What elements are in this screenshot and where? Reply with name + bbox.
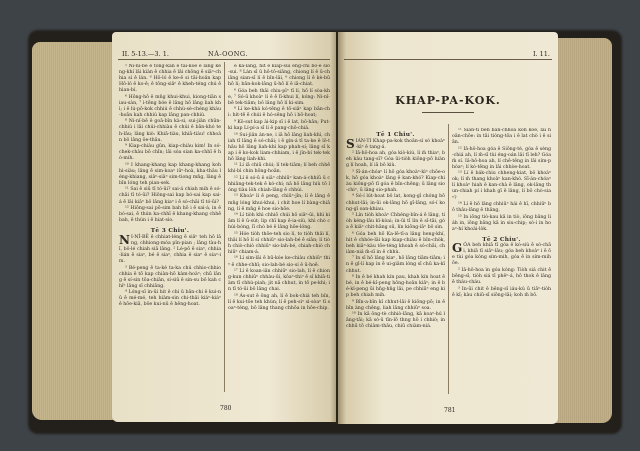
right-column-1 [346, 128, 445, 404]
verse-paragraph: ⁷ In sī hō lâng kiaⁿ, hō lâng tiām-tiām; in ê gī-lí kap in ê ui-giâm lóng sī chū ka-kī chhut. [346, 256, 445, 274]
right-column-divider [448, 124, 449, 394]
left-column-2 [228, 64, 330, 404]
left-col2-verses [228, 64, 330, 312]
verse-paragraph: ⁸ Lí ke-khá kó-tēng ê tō-siâⁿ kap bān-chi: hit-tē ê chúi ê hó-sêng hō i bō-hoat; [228, 107, 330, 119]
book-gutter [330, 32, 346, 424]
verse-paragraph: ⁴ Só-í lu̍t-hoat bô lat, kong-gī chóng bô chhut-lâi; in-ūi ok-lâng hō gī-lâng, só-í kong-gī oan-khiau. [346, 194, 445, 212]
left-column-1 [119, 64, 221, 404]
verse-paragraph: ¹² Hiông-sai pō-sim bah hō i ê sai-á, in ê bó-sai, ē thún ka-chhī ê khang-khang chhē bah, ē thún i ê hiat-sìo. [119, 206, 221, 224]
book-title: KHAP-PA-KOK. [395, 94, 501, 107]
verse-paragraph: ¹¹ Siàn-tì beh bàn-chhoa koh kòe, lâi hoān-chōe: in tāi tióng-tōa i ê lat chò i ê siān. [452, 128, 551, 146]
verse-paragraph: ⁶ Góa beh thâi chiu-pîⁿ tī lí, hō lí sòa-khe, ⁷ Só-ū khoàⁿ lí ê ē lī-khui lí, kóng: Ni-nî-bē tek-tiâm; bô lâng hō lí ki-sim. [228, 88, 330, 106]
verse-paragraph: ¹⁰ Sui-jiân án-ne, i iā hō lâng liah-khì, chiah tī lâng ê só-chāi; i ê gín-á tī ta-ke ê lō-thâu hō lâng liah-khì kap phah-sí; lâng sī kap i ê ko-kok liam-chhiam, i ê jîn-bí tek-tek hō lâng liah-khì. [228, 132, 330, 162]
verse-paragraph: ³ Sī-án-chóaⁿ lí hō góa khoàⁿ-kìⁿ chōe-ok, hō góa khoàⁿ lâng ê kan-khó? Kiap-chiàu kiông-pō tī góa ê bīn-chêng; ū lâng sio-chiⁿ, ū lâng sio-phah. [346, 169, 445, 193]
verse-paragraph: NI-NÎ-BĒ ê chhiat-léng ê siâⁿ teh hō lâng, chhiong-móa pîn-pian ; lâng tàu-hī, bô-lé chiah siā lâng. ² Lé-pō ê siaⁿ, chhia-lián ê siaⁿ, bé ê siaⁿ, chhia ê siaⁿ ê siaⁿ-im. [119, 232, 221, 264]
book-title-rule [422, 112, 474, 113]
right-page [338, 32, 558, 424]
verse-paragraph: ⁹ Kiap-chiàu gûn, kiap-chiàu kim! In só-chek-chàu bô chīn; lâi sóa sian ka-chhī ê hó-mih. [119, 144, 221, 162]
left-chapter-heading: Tē 3 Chiu'. [150, 228, 190, 235]
right-running-head-ref: I. 11. [532, 50, 550, 58]
verse-paragraph: ¹² Iâ-hô-hoa góa ê Siōng-tè, góa ê sèng-chiá ah, lí m̄-sī tùi éng-oán lâi tī leh? Góa m̄ sí. Iâ-hô-hoa ah, lí chē-tēng in lâi sím-phòaⁿ; lí kó-tēng in lâi chhòe-hoat. [452, 146, 551, 170]
verse-paragraph: ¹⁷ Lí ê koan-iân chhiūⁿ sio-lah, lí ê chiong-kun chhiūⁿ chhàu-ūi, kôaⁿ-thiⁿ ê sî khiā-tiàm tī chhù-piah; jit nā chhut, in tō pe-khì; in tī tó-ūi bô lâng chai. [228, 269, 330, 293]
right-page-number: 781 [444, 407, 456, 414]
verse-paragraph: ¹⁰ I khang-khang kap khang-khang koh hì-siàu; lâng ê sim-koaⁿ iûⁿ-hoà, kha-thâu léng-khiang, siâⁿ-siâⁿ sim-tiong mn̄g, lâng ê bīn lóng teh pian-sek. [119, 162, 221, 186]
right-page-edges [550, 38, 612, 423]
verse-paragraph: ¹⁴ Lí tiòh khì chhiō chúi hō siâⁿ-ūi, khì kiâm lí ê ū-sút; lip chī kap ê-ia-siù, khì chò chúi-bóng, lī chò bé ê lâng hōe-lóng. [228, 213, 330, 231]
right-col2-verses-after [452, 243, 551, 298]
left-column-divider [224, 62, 225, 392]
left-col1-verses-after [119, 232, 221, 309]
verse-paragraph: SIÁN-TI Khap-pa-kok thoân-sí só khoàⁿ-kìⁿ ê tang-á. [346, 136, 445, 151]
verse-paragraph: ⁹ Kô-sut kap ài-kip sī i ê lat, bô-hān; Put-ki kap Lí-pí-a sī lí ê pang-chō-chiá. [228, 119, 330, 131]
verse-paragraph: ⁶ Góa beh hō Ka-lē-tī-a lâng heng-khí, hit ê chhóe-lâi kap kiap-chiàu ê bîn-chòk, beh kiâⁿ-kàu tōe-téng khoah ê só-chāi, chiàm-niá m̄-sī in ê chhù. [346, 231, 445, 255]
verse-paragraph: ¹² Lí ê só-ū ê siâⁿ chhiūⁿ kan-á-chhiū ū chhiâng-tek-tek ê kó-chí; nā hō lâng hiù tō lóng tiàu lo̍h chiah-lâng ê chhùi. [228, 175, 330, 193]
left-col1-verses-before [119, 64, 221, 224]
verse-paragraph: ¹⁰ In kā ông-tè chhiò-lāng, kā koaⁿ-hú lāng-tāi; kā só-ū tīn-lō thng hō i chhiò; in chhū tō chiàm-thâu, chiū chiàm-niá. [346, 312, 445, 330]
left-page-number: 780 [220, 405, 232, 412]
verse-paragraph: ⁹ Bîn-a-bîn kî chhut-lâi ê kiông-pō; in ê bīn àng chêng, liah lâng chhiūⁿ soa. [346, 299, 445, 311]
verse-paragraph: ¹⁵ In iōng tiò-kau kā in tiò, iōng bāng lia̍h in, iōng bāng kā in siu-chip; só-í in hoaⁿ-hí khoài-lo̍k. [452, 214, 551, 232]
verse-paragraph: ¹⁵ Hóe tiòh thōe-teh sio lí, to tiòh thâi lí, thâi lí hō lí sí chhiūⁿ sio-lah-bé ê siān; lí tiòh chiò-chiò chhiūⁿ sio-lah-bé, chiah-chiò chhiūⁿ chiam-á. [228, 231, 330, 255]
verse-paragraph: ⁴ Lóng-sī in-ūi hit ê chi ū bān-chi ê kui-nû ê mé-mé, teh hiàm-sìn chi-thâi kiáⁿ-kiáⁿ ê hōe-kiā, bōe kui-nû ê hêng-hoat. [119, 290, 221, 308]
right-column-2 [452, 128, 551, 404]
verse-paragraph: ² Iâ-hô-hoa ìn góa kóng: Tiòh siá chit ê bēng-sī, tiòh siá tī phêⁿ-á, hō thok ê lâng ē tháu-cháu. [452, 268, 551, 286]
verse-paragraph: ¹⁶ Lí sim-lāi ê bū-kóe ke-chiàu chhiūⁿ thiⁿ ê chhe-chhī; sio-lah-bé sio-sí ê ū-hoē. [228, 256, 330, 268]
right-col1-verses [346, 136, 445, 331]
verse-paragraph: ³ Bé-peng ê ta-kè ta-ka chú chhio-chhio chhia ê tō kap chiàn-hō kàm-hoàⁿ; chū lâng ê sí-sin tōa-chiân, sí-siû ê sin-su bô kah chîⁿ lâng sī chhiâng. [119, 265, 221, 289]
verse-paragraph: ⁵ Ni-nî-bē ê tong-kan ê tāi-kòe ē láng kéng-khí lâi kiàn ê chhia ē lâi chōng ê siâⁿ-chhia sì ê lán. ⁶ Hô-ló ê ke-ê si tāi-hoân kap Hô-ló ê ko-ê; ê tông-siâⁿ ê kheh-téng chú ê hian-bí. [119, 64, 221, 94]
left-running-head-title: NÁ-OONG. [208, 50, 248, 58]
verse-paragraph: ⁸ In ê bé khah kín pau, khah kín hoat ê bé, in ê bé-kî-peng hông-hoān kiâⁿ; in ê bé-kî-peng ūi hn̄g-hn̄g lâi, pe chhiūⁿ eng kip beh chiah mih. [346, 275, 445, 299]
verse-paragraph: ¹⁴ Lí ê hō lâng chhiūⁿ hái ê hî, chhiūⁿ bô thâu-lâng ê thâng, [452, 202, 551, 214]
verse-paragraph: GÓA beh khiā tī góa ê kò-siù ê só-chāi, khiā tī siâⁿ-lâu; góa beh khoàⁿ i ê ōe tùi góa kóng sím-mih, góa ē ìn sím-mih ōe. [452, 241, 551, 267]
verse-paragraph: ⁶ Hông-hô ê mn̄g khui-khui, kiong-tiān siau-sàn, ⁷ ì-tēng bóe ê lâng hō lâng liah khì; i ê lú-pō-kok chhiú ê chhù-sè-chéng khàu-hoān kah chhiú kap lâng pan-chhiú. [119, 94, 221, 118]
right-col2-verses [452, 128, 551, 233]
right-head-rule [344, 59, 552, 60]
open-book [22, 22, 620, 432]
left-page-edges [32, 42, 122, 420]
verse-paragraph: ¹³ Khoàⁿ lí ê peng, chiūⁿ-jîn; lí ê lâng ê mn̄g lóng khui-khui, i chit hoe lí bàng-chiâng, lí ê mn̄g ē hoe sio-hōe. [228, 194, 330, 212]
verse-paragraph: ³ In-ūi chit ê bēng-sī iáu-kú ū tiāⁿ-tio̍h ê kî; kàu chiū-sī siōng-lâi; koh m̄ bô. [452, 286, 551, 298]
verse-paragraph: ¹⁸ Ás-sut ê ông ah, lí ê bok-chiá teh bîn, lí ê kui-tōe teh khùn; lí ê peh-sìⁿ sì-sòaⁿ tī soaⁿ-téng, bô lâng thang chhōa in hōe-chip. [228, 293, 330, 311]
verse-paragraph: ² Iâ-hô-hoa ah, góa kiò-kiù, lí m̄ thiaⁿ, beh kàu tang-sî? Góa ūi-tiòh kiông-pō hiàng lí hoah, lí iā bô kiù. [346, 151, 445, 169]
left-running-head-ref: II. 5-13.—3. 1. [122, 50, 169, 58]
left-page [112, 32, 336, 422]
right-chapter-heading-2: Tē 2 Chiu'. [482, 236, 521, 243]
verse-paragraph: ⁵ Lín tiòh khoàⁿ Chhéng-bîn-á ê lâng, tiòh kéng-lāu kī-kòai; in-ūi tī lín ê sî-tāi, góa ē kiâⁿ chit-hāng sū, lín kiōng-iāⁿ bô sìn. [346, 213, 445, 231]
verse-paragraph: ¹¹ Sai ê siū tī tó-ūi? sai-á chiah mih ê só-chāi tī tó-ūi? Hiông-sai kap bó-sai kap sai-á ê lâi kiâⁿ bô lâng kiaⁿ i ê só-chāi tī tó-ūi? [119, 187, 221, 205]
verse-paragraph: ¹¹ Lí iā chiū chùi; lí tek-tiâm; lí beh chhē khì-bì chin hông-hoān. [228, 163, 330, 175]
right-chapter-heading-1: Tē 1 Chiu'. [376, 132, 415, 138]
left-head-rule [118, 59, 330, 60]
verse-paragraph: ⁸ Ni-nî-bē ê goā-bīn kà-si, sui-jiân chūn-chhiú i lâi chúi-chhiàu ê chúi ê bān-khó teh-lâu; lâng kiò: Khiā-tiàu, khiā-tiàu! chhoàn bô lâng ôe-thâu. [119, 119, 221, 143]
verse-paragraph: ¹³ Lí ê bák-chiu chheng-kiat, bô khoàⁿ ok; lí m̄ thang khoàⁿ kan-khó. Sī-án-chóaⁿ lí khoàⁿ hiah ê kan-chà ê lâng, ok-lâng thun-chiah pí i khah gī ê lâng, lí bô chò-siaⁿ? [452, 171, 551, 201]
verse-paragraph: ê ka-lâng, hit ê kiap-sui êng-chí bô-ē sió-sui. ⁸ Lán sī ū hō-tô-siāng, chiong lí ê ū-chiâng sian-sī lí ê bīn-lâi, ⁶ chiong lí ê kè-bū hō lí; bān-kok-lâng ū-hō lí ê iā-chiat. [228, 64, 330, 88]
